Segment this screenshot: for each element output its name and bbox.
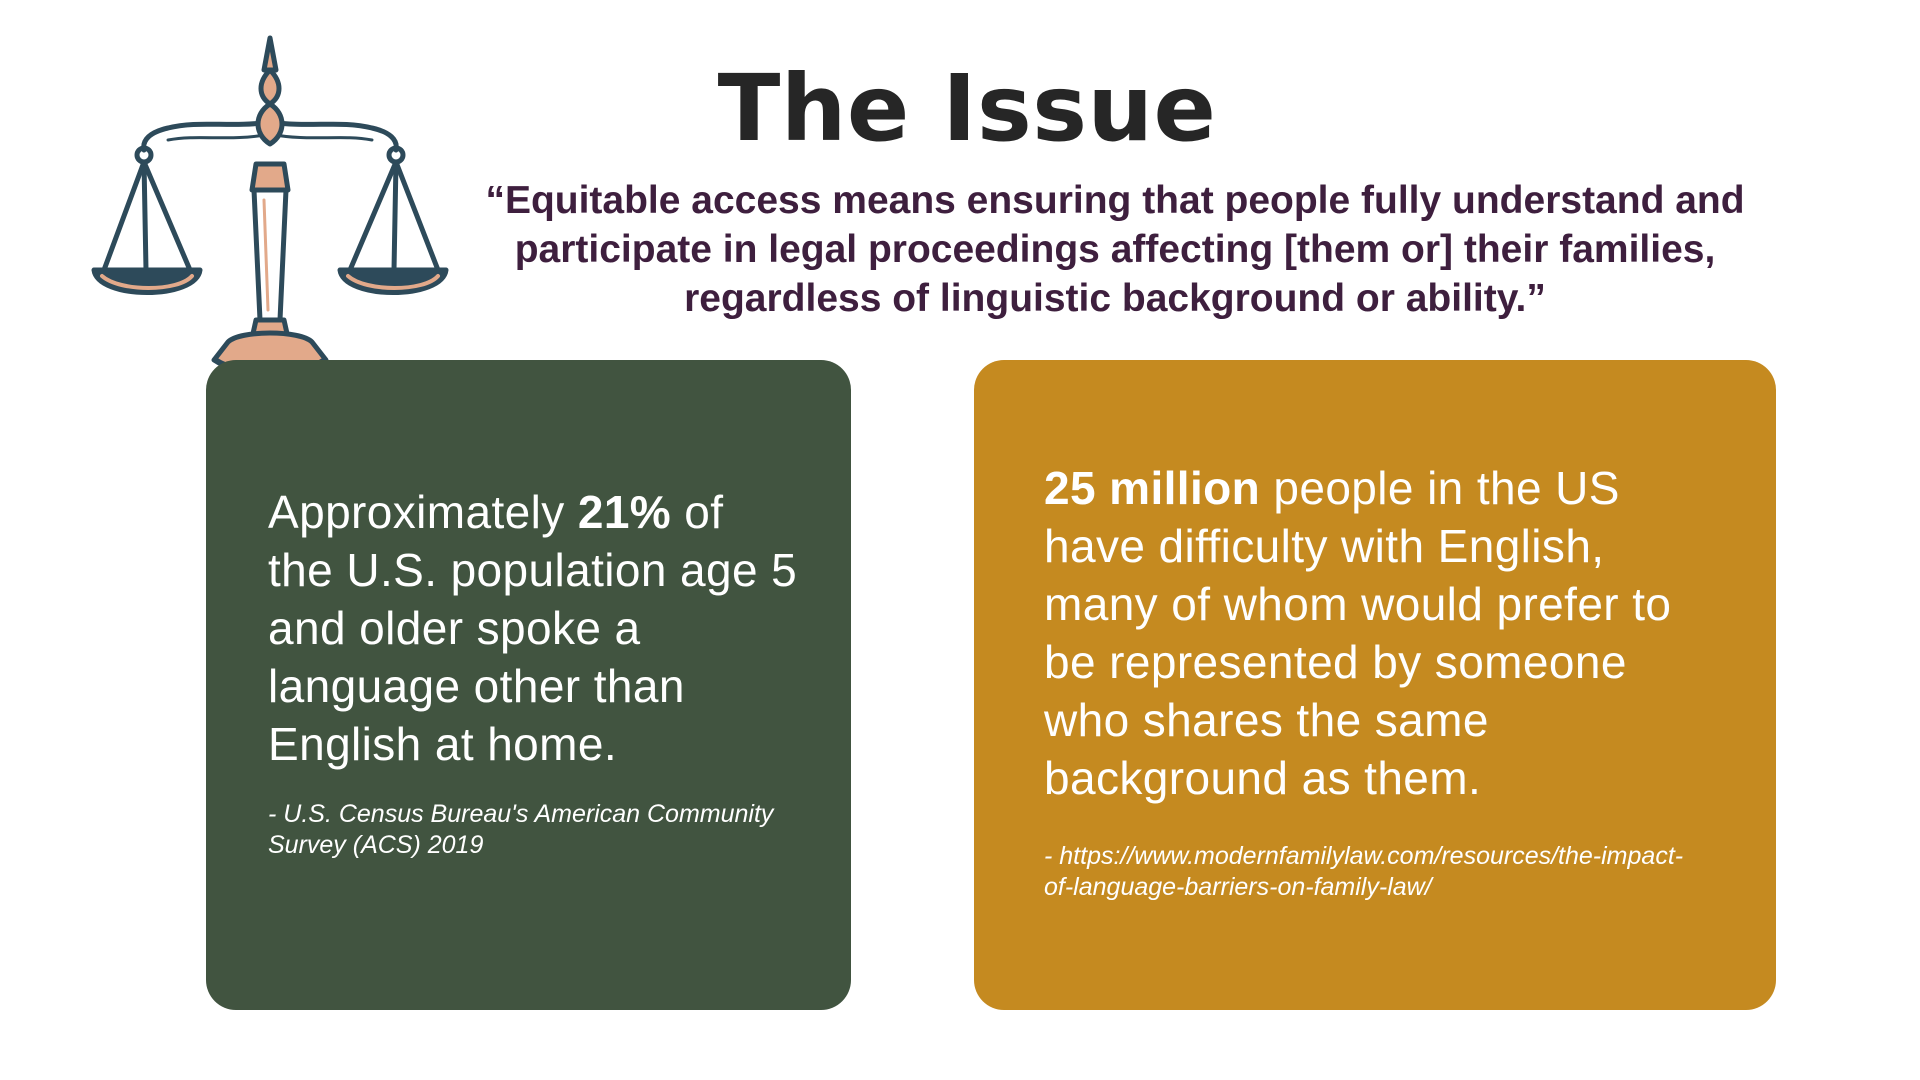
page-title: The Issue [717,55,1217,162]
stat-highlight: 25 million [1044,462,1261,514]
stat-source: - https://www.modernfamilylaw.com/resources/the-impact-of-language-barriers-on-family-law/ [1044,842,1684,901]
stat-card-english-difficulty [974,360,1776,1010]
stat-text [1044,459,1716,807]
stat-source: - U.S. Census Bureau's American Community Survey (ACS) 2019 [268,800,774,859]
stat-text-before: Approximately [268,486,578,538]
stat-highlight: 21% [577,486,672,538]
stat-text [268,483,801,773]
stat-text-after: of the U.S. population age 5 and older spoke a language other than English at home. [268,486,798,770]
quote-text: “Equitable access means ensuring that people fully understand and participate in legal proceedings affecting [them or] their families, regardless of linguistic background or ability.” [485,179,1745,320]
stat-text-after: people in the US have difficulty with English, many of whom would prefer to be represented by someone who shares the same background as them. [1044,462,1672,804]
stat-card-language-at-home [206,360,851,1010]
